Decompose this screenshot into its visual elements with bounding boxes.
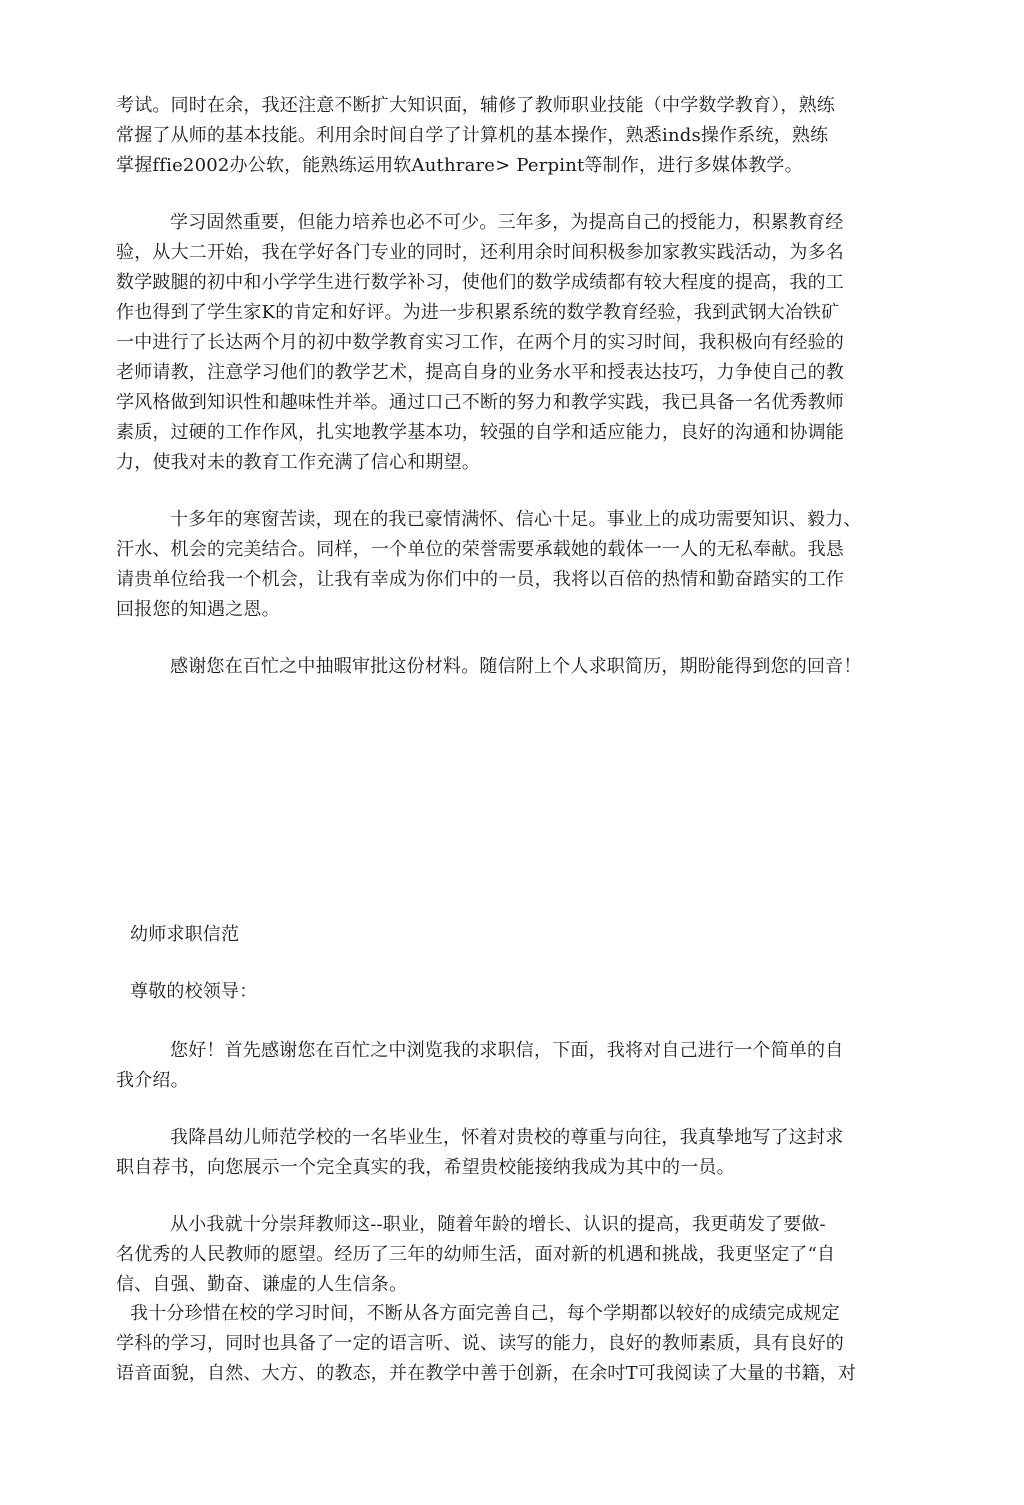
text-line: 学科的学习，同时也具备了一定的语言听、说、读写的能力，良好的教师素质，具有良好的 [116, 1333, 844, 1354]
text-line: 老师请教，注意学习他们的教学艺术，提高自身的业务水平和授表达技巧，力争使自己的教 [116, 362, 844, 383]
text-line: 力，使我对未的教育工作充满了信心和期望。 [116, 452, 480, 473]
text-line: 常握了从师的基本技能。利用余时间自学了计算机的基本操作，熟悉inds操作系统，熟练 [116, 125, 829, 146]
text-line: 请贵单位给我一个机会，让我有幸成为你们中的一员，我将以百倍的热情和勤奋踏实的工作 [116, 569, 844, 590]
text-line: 学习固然重要，但能力培养也必不可少。三年多，为提高自己的授能力，积累教育经 [170, 212, 844, 233]
text-line: 一中进行了长达两个月的初中数学教育实习工作，在两个月的实习时间，我积极向有经验的 [116, 332, 844, 353]
text-line: 数学跛腿的初中和小学学生进行数学补习，使他们的数学成绩都有较大程度的提高，我的工 [116, 272, 844, 293]
text-line: 我介绍。 [116, 1070, 189, 1091]
text-line: 验，从大二开始，我在学好各门专业的同时，还利用余时间积极参加家教实践活动，为多名 [116, 242, 844, 263]
text-line: 素质，过硬的工作作风，扎实地教学基本功，较强的自学和适应能力，良好的沟通和协调能 [116, 422, 844, 443]
text-line: 职自荐书，向您展示一个完全真实的我，希望贵校能接纳我成为其中的一员。 [116, 1157, 735, 1178]
text-line: 汗水、机会的完美结合。同样，一个单位的荣誉需要承载她的载体一一人的无私奉献。我恳 [116, 539, 844, 560]
text-line: 感谢您在百忙之中抽暇审批这份材料。随信附上个人求职简历，期盼能得到您的回音！ [170, 656, 862, 677]
text-line: 名优秀的人民教师的愿望。经历了三年的幼师生活，面对新的机遇和挑战，我更坚定了“自 [116, 1244, 836, 1265]
salutation: 尊敬的校领导： [130, 981, 258, 1002]
text-line: 语音面貌，自然、大方、的教态，并在教学中善于创新，在余吋T可我阅读了大量的书籍，对 [116, 1363, 857, 1384]
text-line: 我降昌幼儿师范学校的一名毕业生，怀着对贵校的尊重与向往，我真挚地写了这封求 [170, 1127, 844, 1148]
text-line: 从小我就十分崇拜教师这--职业，随着年龄的增长、认识的提高，我更萌发了要做- [170, 1214, 826, 1235]
text-line: 考试。同时在余，我还注意不断扩大知识面，辅修了教师职业技能（中学数学教育），熟练 [116, 95, 835, 116]
text-line: 掌握ffie2002办公软，能熟练运用软Authrare> Perpint等制作，进行多媒体教学。 [116, 155, 803, 176]
text-line: 十多年的寒窗苦读，现在的我已豪情满怀、信心十足。事业上的成功需要知识、毅力、 [170, 509, 862, 530]
text-line: 您好！首先感谢您在百忙之中浏览我的求职信，下面，我将对自己进行一个简单的自 [170, 1040, 844, 1061]
text-line: 作也得到了学生家K的肯定和好评。为进一步积累系统的数学教育经验，我到武钢大冶铁矿 [116, 302, 840, 323]
text-line: 我十分珍惜在校的学习时间，不断从各方面完善自己，每个学期都以较好的成绩完成规定 [130, 1303, 840, 1324]
text-line: 信、自强、勤奋、谦虚的人生信条。 [116, 1274, 408, 1295]
letter-title: 幼师求职信范 [130, 924, 240, 945]
text-line: 学风格做到知识性和趣味性并举。通过口己不断的努力和教学实践，我已具备一名优秀教师 [116, 392, 844, 413]
text-line: 回报您的知遇之恩。 [116, 599, 280, 620]
